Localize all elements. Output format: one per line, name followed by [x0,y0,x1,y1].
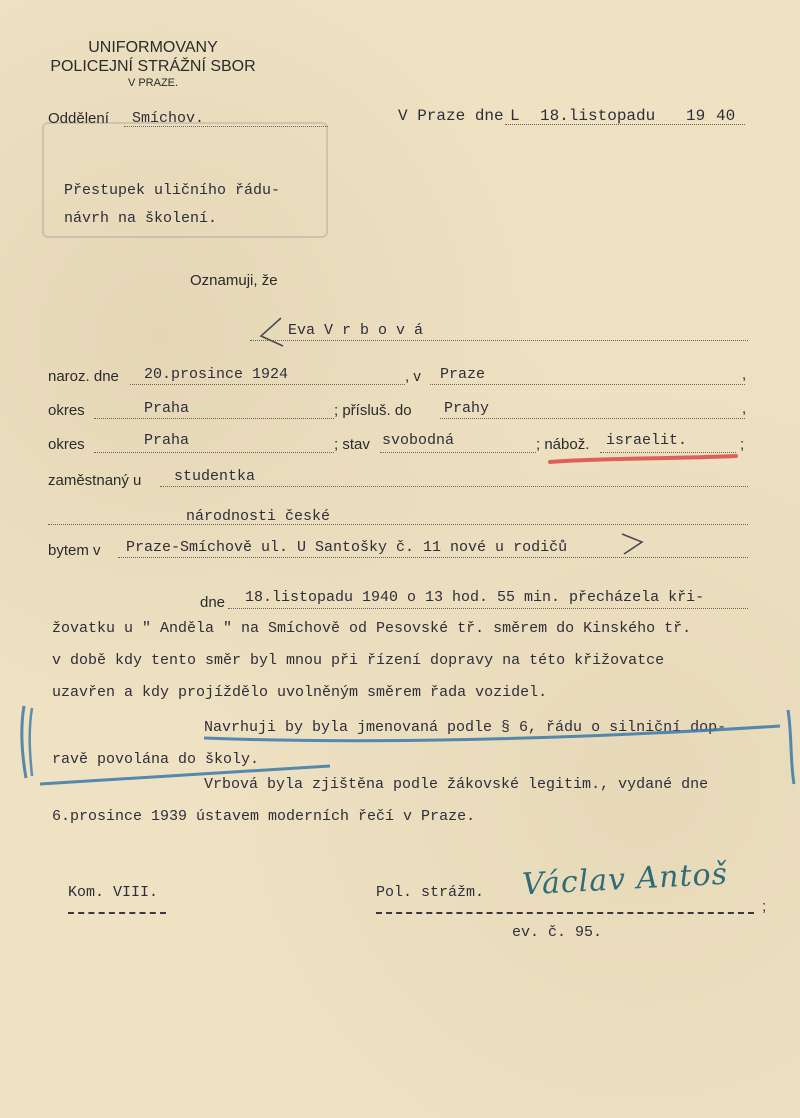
residence-label: bytem v [48,542,101,559]
header-line1: UNIFORMOVANY [88,39,218,56]
nationality-line [48,524,748,525]
status-line [380,452,536,453]
belongs-line [440,418,745,419]
department-label: Oddělení [48,110,109,127]
kom-underline [68,912,166,914]
department-value: Smíchov. [132,110,205,127]
report-line1: 18.listopadu 1940 o 13 hod. 55 min. přecházela kři- [245,589,705,606]
officer-label: Pol. strážm. [376,884,485,901]
person-name: Eva V r b o v á [288,322,424,339]
signature-line [376,912,754,914]
date-value: 18.listopadu [540,107,656,125]
district2-line [94,452,334,453]
subject-line2: návrh na školení. [64,210,218,227]
employed-label: zaměstnaný u [48,472,142,489]
report-line4: uzavřen a kdy projíždělo uvolněným směrem řada vozidel. [52,684,548,701]
religion-value: israelit. [606,432,688,449]
district1-value: Praha [144,400,190,417]
intro-text: Oznamuji, že [190,272,278,289]
employment-line [160,486,748,487]
district2-value: Praha [144,432,190,449]
born-place-line [430,384,745,385]
born-place-label: , v [405,368,421,385]
report-line5: Navrhuji by byla jmenovaná podle § 6, řádu o silniční dop- [204,719,727,736]
bracket-mark-icon [618,530,648,558]
nationality-value: národnosti české [186,508,331,525]
district-label: okres [48,436,85,453]
officer-ev-number: ev. č. 95. [512,924,603,941]
residence-value: Praze-Smíchově ul. U Santošky č. 11 nové u rodičů [126,539,568,556]
date-prefix: V Praze dne [398,107,504,125]
report-line2: žovatku u " Anděla " na Smíchově od Pesovské tř. směrem do Kinského tř. [52,620,692,637]
comma: , [742,366,747,383]
date-l-mark: L [510,107,520,125]
belongs-label: ; přísluš. do [334,402,412,419]
status-label: ; stav [334,436,370,453]
date-year-prefix: 19 [686,107,706,125]
date-line [505,124,745,125]
semicolon: ; [740,436,745,453]
born-label: naroz. dne [48,368,119,385]
report-line6: ravě povolána do školy. [52,751,260,768]
kom-label: Kom. VIII. [68,884,159,901]
semicolon: ; [762,898,767,915]
residence-line [118,557,748,558]
officer-signature: Václav Antoš [521,856,729,903]
report-date-line [228,608,748,609]
report-line3: v době kdy tento směr byl mnou při řízení dopravy na této křižovatce [52,652,665,669]
name-line [250,340,748,341]
born-date-line [130,384,405,385]
report-line7: Vrbová byla zjištěna podle žákovské legitim., vydané dne [204,776,709,793]
status-value: svobodná [382,432,455,449]
checkmark-icon [255,314,285,348]
born-date: 20.prosince 1924 [144,366,289,383]
subject-line1: Přestupek uličního řádu- [64,182,281,199]
header-line2: POLICEJNÍ STRÁŽNÍ SBOR [50,58,256,75]
employment-value: studentka [174,468,256,485]
district1-line [94,418,334,419]
report-line8: 6.prosince 1939 ústavem moderních řečí v Praze. [52,808,476,825]
department-line [124,126,328,127]
belongs-value: Prahy [444,400,490,417]
police-header [48,38,258,91]
religion-label: ; nábož. [536,436,590,453]
report-date-label: dne [200,594,226,611]
date-year: 40 [716,107,736,125]
header-line3: V PRAZE. [127,77,179,89]
red-pencil-underline [548,450,740,468]
district-label: okres [48,402,85,419]
born-place: Praze [440,366,486,383]
comma: , [742,400,747,417]
